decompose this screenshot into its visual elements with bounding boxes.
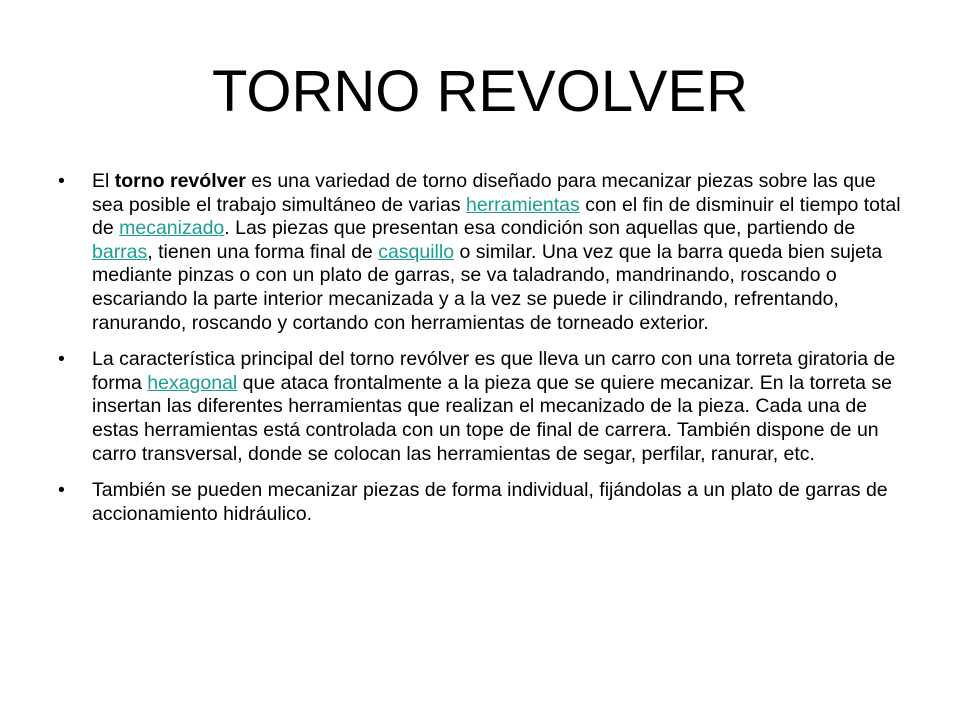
- bullet-icon: •: [58, 479, 65, 502]
- bullet-text: con el fin de disminuir el tiempo total de: [92, 193, 901, 240]
- bullet-text: La característica principal del torno revólver es que lleva un carro con una torreta giratoria de forma: [92, 348, 896, 394]
- link-herramientas[interactable]: herramientas: [465, 193, 580, 216]
- bullet-text: . Las piezas que presentan esa condición son aquellas que, partiendo de: [224, 217, 856, 240]
- bullet-list: [58, 170, 910, 539]
- link-casquillo[interactable]: casquillo: [378, 240, 455, 263]
- bullet-text: o similar. Una vez que la barra queda bien sujeta mediante pinzas o con un plato de garras, se va taladrando, mandrinando, roscando o escariando la parte interior mecanizada y a la vez se puede ir cilindrando, refrentando, ranurando, roscando y cortando con herramientas de torneado exterior.: [92, 240, 883, 334]
- bullet-item-3: [58, 479, 910, 526]
- bullet-icon: •: [58, 348, 65, 371]
- link-barras[interactable]: barras: [92, 240, 148, 263]
- bullet-icon: •: [58, 170, 65, 192]
- link-mecanizado[interactable]: mecanizado: [119, 217, 225, 240]
- bullet-text: También se pueden mecanizar piezas de forma individual, fijándolas a un plato de garras de accionamiento hidráulico.: [92, 479, 888, 525]
- bullet-text: es una variedad de torno diseñado para mecanizar piezas sobre las que sea posible el trabajo simultáneo de varias: [92, 170, 876, 216]
- bullet-item-2: [58, 348, 910, 466]
- slide-title: TORNO REVOLVER: [211, 59, 749, 124]
- bullet-text: El: [92, 170, 115, 192]
- bullet-text: que ataca frontalmente a la pieza que se quiere mecanizar. En la torreta se insertan las diferentes herramientas que realizan el mecanizado de la pieza. Cada una de estas herramientas está controlada con un tope de final de carrera. También dispone de un carro transversal, donde se colocan las herramientas de segar, perfilar, ranurar, etc.: [92, 371, 892, 465]
- bold-term: torno revólver: [114, 170, 246, 192]
- link-hexagonal[interactable]: hexagonal: [147, 371, 238, 394]
- bullet-item-1: [58, 170, 910, 335]
- bullet-text: , tienen una forma final de: [147, 240, 379, 263]
